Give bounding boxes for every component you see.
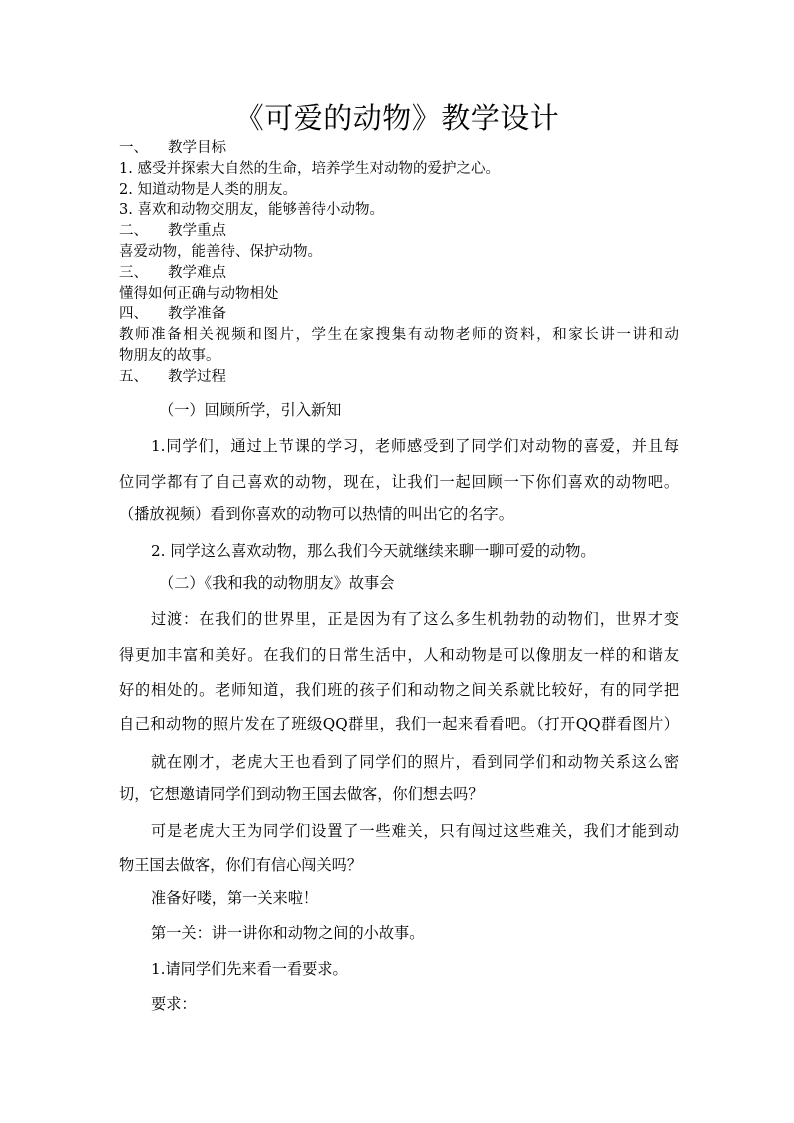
- section-label: 教学过程: [168, 369, 226, 385]
- goal-item: 3. 喜欢和动物交朋友，能够善待小动物。: [119, 202, 384, 218]
- paragraph-line: 2. 同学这么喜欢动物，那么我们今天就继续来聊一聊可爱的动物。: [151, 542, 596, 560]
- section-number: 三、: [119, 265, 148, 281]
- focus-text: 喜爱动物，能善待、保护动物。: [119, 244, 322, 260]
- paragraph-line: 可是老虎大王为同学们设置了一些难关，只有闯过这些难关，我们才能到动: [151, 822, 679, 840]
- section-number: 五、: [119, 369, 148, 385]
- paragraph-line: 物王国去做客，你们有信心闯关吗？: [119, 856, 362, 874]
- paragraph-line: 要求：: [151, 995, 197, 1013]
- section-label: 教学目标: [168, 140, 226, 156]
- goal-item: 2. 知道动物是人类的朋友。: [119, 182, 297, 198]
- section-label: 教学准备: [168, 306, 226, 322]
- paragraph-line: 切，它想邀请同学们到动物王国去做客，你们想去吗？: [119, 785, 484, 803]
- paragraph-line: 第一关：讲一讲你和动物之间的小故事。: [151, 924, 425, 942]
- preparation-text-line: 教师准备相关视频和图片，学生在家搜集有动物老师的资料，和家长讲一讲和动: [119, 327, 679, 343]
- paragraph-line: 准备好喽，第一关来啦！: [151, 889, 319, 907]
- paragraph-line: 过渡：在我们的世界里，正是因为有了这么多生机勃勃的动物们，世界才变: [151, 610, 679, 628]
- subheading-story-meeting: （二）《我和我的动物朋友》故事会: [159, 574, 395, 592]
- section-number: 四、: [119, 306, 148, 322]
- paragraph-line: 就在刚才，老虎大王也看到了同学们的照片，看到同学们和动物关系这么密: [151, 753, 679, 771]
- paragraph-line: 得更加丰富和美好。在我们的日常生活中，人和动物是可以像朋友一样的和谐友: [119, 646, 679, 664]
- subheading-review: （一）回顾所学，引入新知: [159, 401, 342, 419]
- section-number: 二、: [119, 223, 148, 239]
- paragraph-line: 自己和动物的照片发在了班级QQ群里，我们一起来看看吧。（打开QQ群看图片）: [119, 715, 679, 733]
- paragraph-line: 1.同学们，通过上节课的学习，老师感受到了同学们对动物的喜爱，并且每: [151, 437, 679, 455]
- paragraph-line: 位同学都有了自己喜欢的动物，现在，让我们一起回顾一下你们喜欢的动物吧。: [119, 473, 679, 491]
- preparation-text-line: 物朋友的故事。: [119, 348, 221, 364]
- difficulty-text: 懂得如何正确与动物相处: [119, 286, 279, 302]
- paragraph-line: （播放视频）看到你喜欢的动物可以热情的叫出它的名字。: [119, 505, 514, 523]
- document-title: 《可爱的动物》教学设计: [234, 101, 560, 135]
- section-label: 教学重点: [168, 223, 226, 239]
- paragraph-line: 1.请同学们先来看一看要求。: [151, 960, 348, 978]
- section-number: 一、: [119, 140, 148, 156]
- section-label: 教学难点: [168, 265, 226, 281]
- goal-item: 1. 感受并探索大自然的生命，培养学生对动物的爱护之心。: [119, 161, 500, 177]
- paragraph-line: 好的相处的。老师知道，我们班的孩子们和动物之间关系就比较好，有的同学把: [119, 681, 679, 699]
